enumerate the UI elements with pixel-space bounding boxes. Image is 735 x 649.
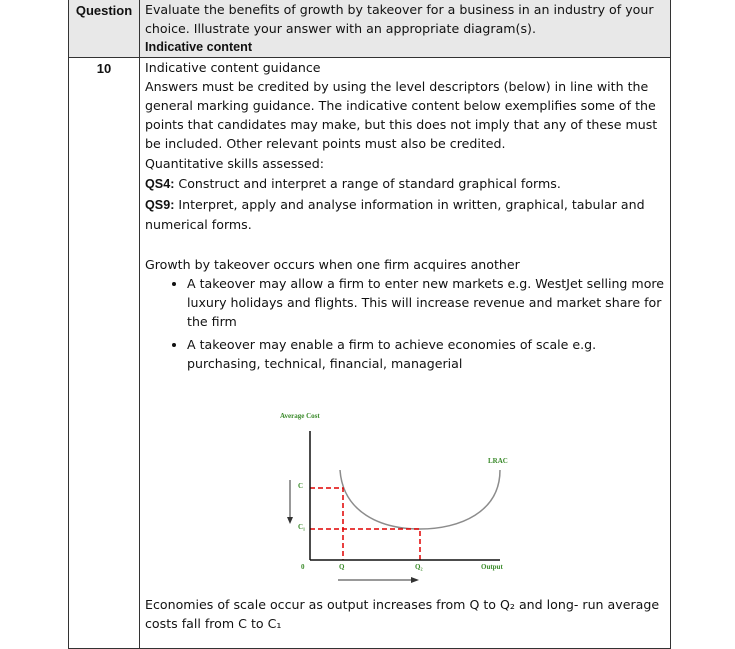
question-text: Evaluate the benefits of growth by takeover for a business in an industry of your choice. Illustrate your answer with an appropriate diagram(s). — [145, 2, 654, 36]
right-arrow-icon — [338, 577, 419, 583]
bullet-item: • A takeover may allow a firm to enter new markets e.g. WestJet selling more luxury holidays and flights. This will increase revenue and market share for the firm — [187, 274, 665, 331]
lrac-curve — [340, 470, 500, 529]
qs4-code: QS4: — [145, 177, 175, 191]
q2-label: Q₂ — [415, 563, 423, 571]
answer-row — [69, 58, 671, 649]
guidance-text: Answers must be credited by using the level descriptors (below) in line with the general marking guidance. The indicative content below exemplifies some of the points that candidates may make, but this does not imply that any of these must be included. Other relevant points must also be credited. — [145, 79, 658, 151]
question-label: Question — [69, 0, 140, 58]
bullet-item: • A takeover may enable a firm to achieve economies of scale e.g. purchasing, technical, financial, managerial — [187, 335, 665, 373]
x-axis-label: Output — [481, 563, 503, 571]
c-guide — [310, 488, 343, 560]
indicative-content-heading: Indicative content — [145, 40, 253, 54]
conclusion-text: Economies of scale occur as output increases from Q to Q₂ and long- run average costs fall from C to C₁ — [145, 597, 660, 631]
growth-intro: Growth by takeover occurs when one firm acquires another — [145, 257, 520, 272]
mark-scheme-table — [68, 0, 671, 649]
c1-guide — [310, 529, 420, 560]
qs9-line — [145, 195, 665, 234]
skills-title: Quantitative skills assessed: — [145, 156, 324, 171]
origin-label: 0 — [301, 563, 305, 571]
bullet-list — [145, 274, 665, 373]
lrac-diagram — [145, 377, 665, 592]
c1-label: C₁ — [298, 523, 306, 531]
question-number: 10 — [69, 58, 140, 649]
c-label: C — [298, 482, 304, 490]
guidance-title: Indicative content guidance — [145, 60, 321, 75]
qs4-line — [145, 174, 665, 194]
q-label: Q — [339, 563, 345, 571]
down-arrow-icon — [287, 480, 293, 524]
qs9-text: Interpret, apply and analyse information in written, graphical, tabular and numerical forms. — [145, 197, 645, 232]
header-row — [69, 0, 671, 58]
y-axis-label: Average Cost — [280, 412, 320, 420]
qs4-text: Construct and interpret a range of standard graphical forms. — [174, 176, 561, 191]
qs9-code: QS9: — [145, 198, 175, 212]
lrac-label: LRAC — [488, 457, 508, 465]
